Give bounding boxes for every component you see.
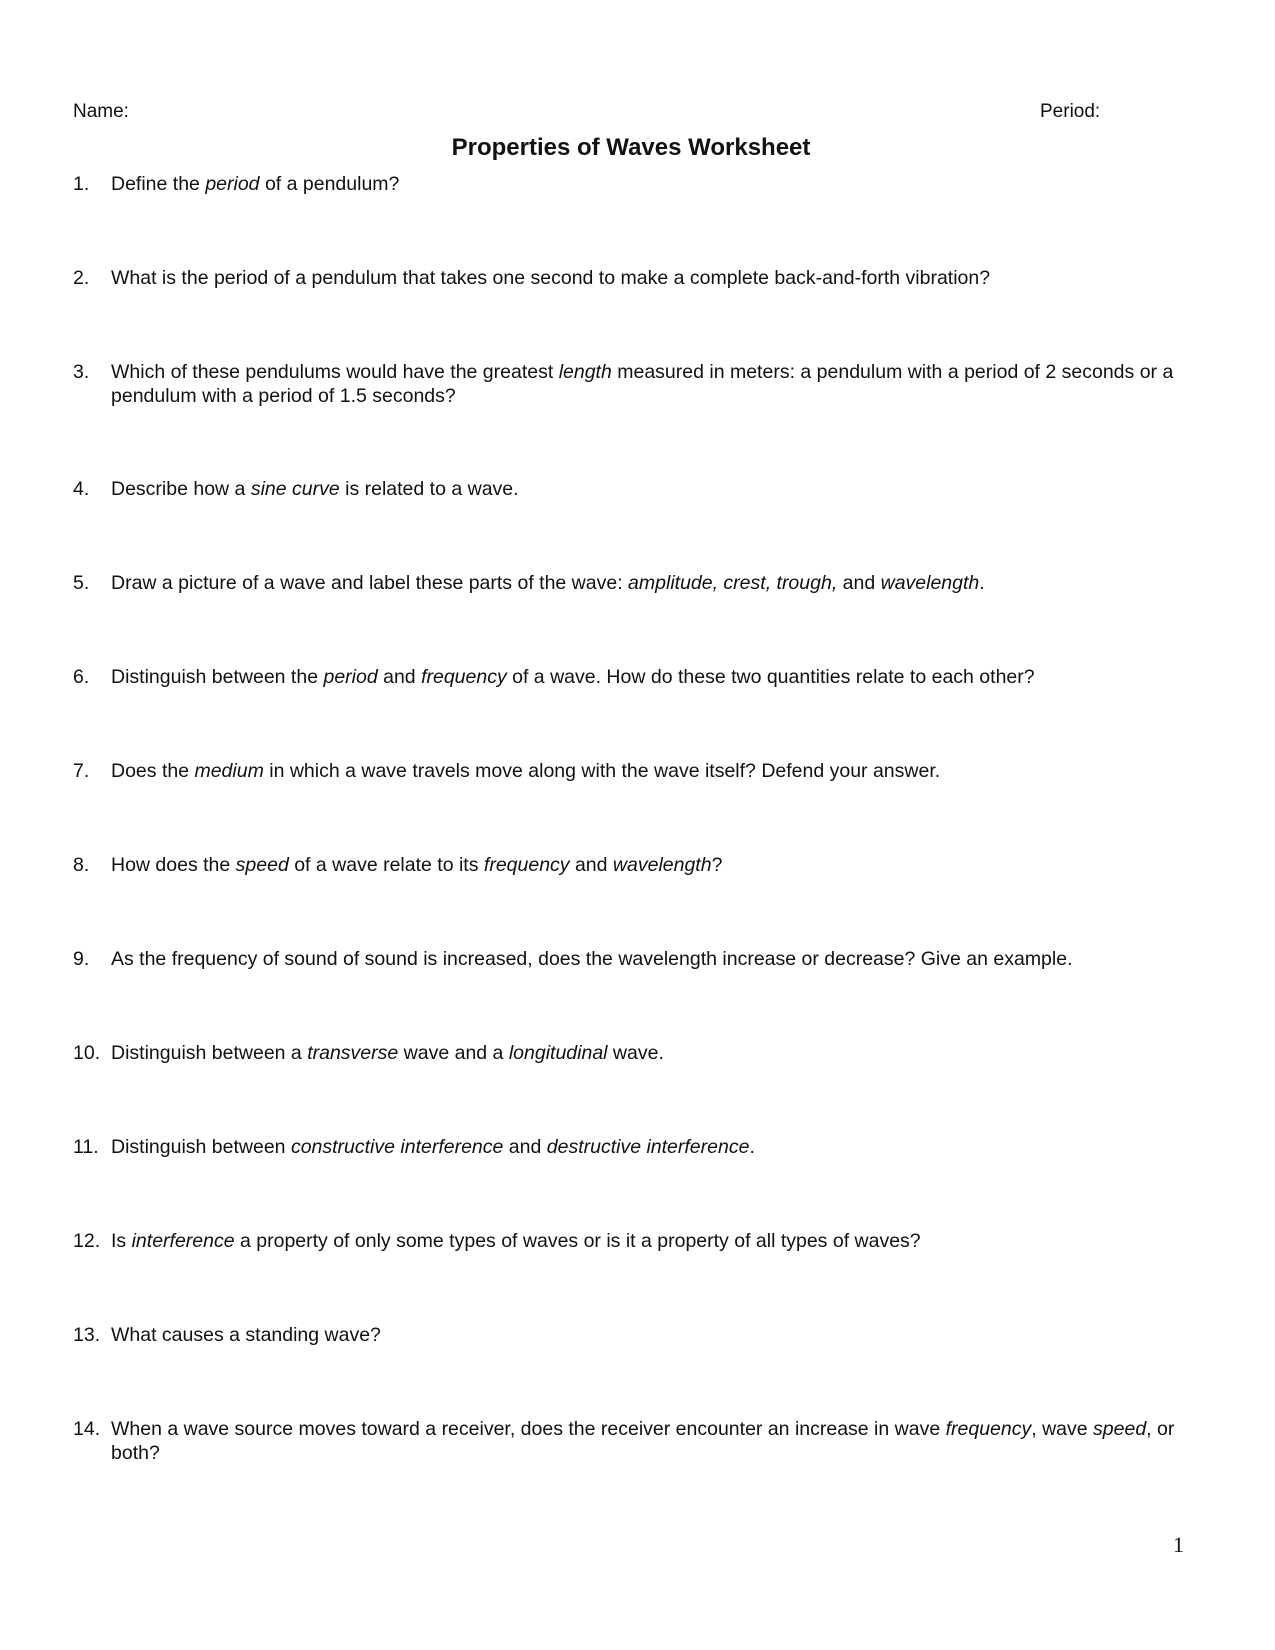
question-term: frequency <box>945 1418 1032 1440</box>
question-term: length <box>558 361 612 383</box>
question-text-part: Is <box>111 1230 132 1252</box>
question-item <box>73 947 1183 971</box>
question-term: interference <box>131 1230 235 1252</box>
question-text-part: wave and a <box>398 1042 509 1064</box>
question-text <box>111 172 1183 196</box>
question-term: longitudinal <box>508 1042 608 1064</box>
question-term: wavelength <box>880 572 980 594</box>
question-term: sine curve <box>250 478 340 500</box>
question-text-part: Distinguish between a <box>111 1042 308 1064</box>
question-text-part: . <box>749 1136 755 1158</box>
question-text-part: ? <box>711 854 723 876</box>
question-text-part: Does the <box>111 760 195 782</box>
question-text <box>111 1417 1183 1465</box>
question-item <box>73 665 1183 689</box>
question-term: amplitude, crest, trough, <box>628 572 838 594</box>
question-item <box>73 477 1183 501</box>
question-item <box>73 360 1183 408</box>
question-number: 6. <box>73 666 90 688</box>
question-text-part: of a pendulum? <box>259 173 400 195</box>
question-text-part: , wave <box>1031 1418 1094 1440</box>
question-text-part: , or both? <box>111 1418 1175 1464</box>
question-text-part: in which a wave travels move along with the wave itself? Defend your answer. <box>263 760 941 782</box>
question-number: 1. <box>73 173 90 195</box>
question-text-part: Describe how a <box>111 478 251 500</box>
name-label: Name: <box>73 101 129 122</box>
question-item <box>73 853 1183 877</box>
question-text <box>111 853 1183 877</box>
question-text <box>111 759 1183 783</box>
question-text-part: What is the period of a pendulum that takes one second to make a complete back-and-forth vibration? <box>111 267 991 289</box>
question-item <box>73 1323 1183 1347</box>
page-number: 1 <box>1173 1532 1184 1557</box>
question-term: period <box>323 666 378 688</box>
question-term: destructive interference <box>546 1136 750 1158</box>
question-text-part: measured in meters: a pendulum with a period of 2 seconds or a pendulum with a period of 1.5 seconds? <box>111 361 1174 407</box>
question-number: 5. <box>73 572 90 594</box>
question-number: 8. <box>73 854 90 876</box>
question-text-part: . <box>979 572 985 594</box>
question-item <box>73 1229 1183 1253</box>
question-term: frequency <box>483 854 570 876</box>
question-text-part: Distinguish between the <box>111 666 324 688</box>
question-number: 3. <box>73 361 90 383</box>
question-text-part: Which of these pendulums would have the greatest <box>111 361 559 383</box>
question-text-part: As the frequency of sound of sound is increased, does the wavelength increase or decrease? Give an example. <box>111 948 1073 970</box>
question-text <box>111 1323 1183 1347</box>
question-number: 14. <box>73 1418 101 1440</box>
question-text-part: When a wave source moves toward a receiver, does the receiver encounter an increase in wave <box>111 1418 946 1440</box>
worksheet-title: Properties of Waves Worksheet <box>451 134 811 161</box>
question-item <box>73 1135 1183 1159</box>
question-term: speed <box>235 854 289 876</box>
question-text-part: Define the <box>111 173 206 195</box>
question-number: 4. <box>73 478 90 500</box>
question-item <box>73 172 1183 196</box>
question-text-part: and <box>837 572 881 594</box>
question-item <box>73 266 1183 290</box>
question-term: constructive interference <box>290 1136 504 1158</box>
question-text-part: How does the <box>111 854 236 876</box>
question-text-part: wave. <box>607 1042 664 1064</box>
question-number: 2. <box>73 267 90 289</box>
question-text-part: is related to a wave. <box>339 478 519 500</box>
question-text-part: Draw a picture of a wave and label these parts of the wave: <box>111 572 629 594</box>
question-text <box>111 1229 1183 1253</box>
question-number: 13. <box>73 1324 101 1346</box>
question-text-part: a property of only some types of waves or is it a property of all types of waves? <box>234 1230 921 1252</box>
question-text <box>111 477 1183 501</box>
question-item <box>73 571 1183 595</box>
question-term: frequency <box>421 666 507 688</box>
question-text-part: and <box>569 854 613 876</box>
question-text <box>111 947 1183 971</box>
period-label: Period: <box>1040 101 1101 122</box>
question-text-part: of a wave. How do these two quantities relate to each other? <box>506 666 1035 688</box>
question-text <box>111 1135 1183 1159</box>
question-text <box>111 266 1183 290</box>
question-term: speed <box>1093 1418 1147 1440</box>
question-text <box>111 360 1183 408</box>
question-text-part: of a wave relate to its <box>288 854 484 876</box>
question-text-part: and <box>377 666 422 688</box>
question-text-part: and <box>503 1136 547 1158</box>
question-number: 7. <box>73 760 90 782</box>
question-text-part: Distinguish between <box>111 1136 291 1158</box>
question-item <box>73 1041 1183 1065</box>
question-text <box>111 1041 1183 1065</box>
question-text <box>111 571 1183 595</box>
question-term: medium <box>194 760 264 782</box>
question-number: 9. <box>73 948 90 970</box>
question-number: 10. <box>73 1042 101 1064</box>
question-number: 11. <box>73 1136 99 1158</box>
question-item <box>73 1417 1183 1465</box>
question-text-part: What causes a standing wave? <box>111 1324 381 1346</box>
question-term: transverse <box>307 1042 399 1064</box>
question-text <box>111 665 1183 689</box>
question-item <box>73 759 1183 783</box>
question-term: wavelength <box>612 854 712 876</box>
question-term: period <box>205 173 260 195</box>
question-number: 12. <box>73 1230 101 1252</box>
